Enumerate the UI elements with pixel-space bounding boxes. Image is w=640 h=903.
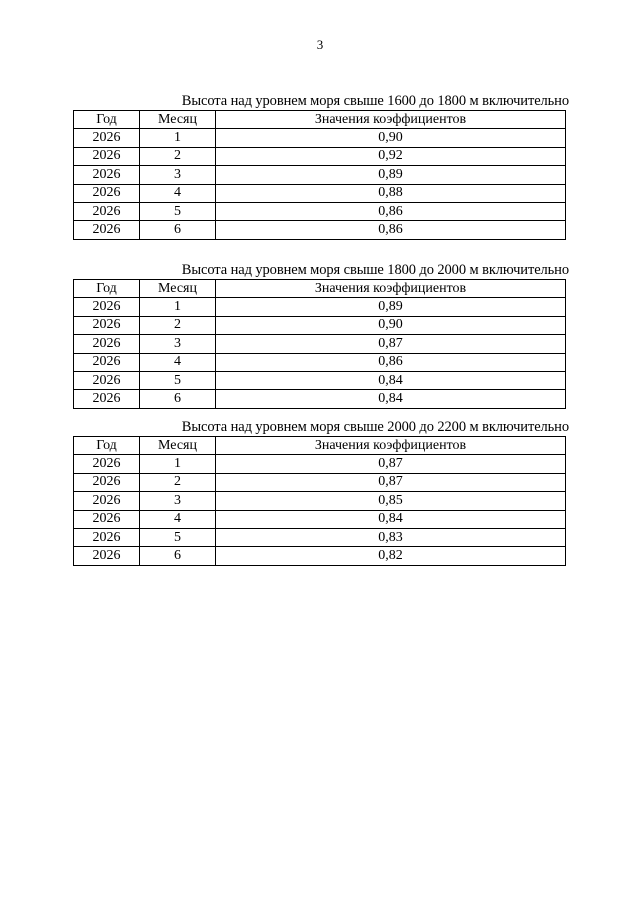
month-cell: 2 [140,316,216,334]
year-cell: 2026 [74,528,140,546]
table-row [74,147,566,165]
month-cell: 6 [140,547,216,565]
table-header-row [74,437,566,455]
value-cell: 0,89 [216,298,566,316]
value-cell: 0,90 [216,316,566,334]
month-cell: 4 [140,510,216,528]
column-header-month: Месяц [140,280,216,298]
coefficient-table [73,279,566,409]
value-cell: 0,82 [216,547,566,565]
year-cell: 2026 [74,547,140,565]
year-cell: 2026 [74,184,140,202]
table-row [74,129,566,147]
year-cell: 2026 [74,371,140,389]
value-cell: 0,87 [216,335,566,353]
coefficient-table [73,436,566,566]
year-cell: 2026 [74,455,140,473]
table-row [74,166,566,184]
value-cell: 0,90 [216,129,566,147]
month-cell: 1 [140,298,216,316]
table-row [74,353,566,371]
year-cell: 2026 [74,353,140,371]
year-cell: 2026 [74,221,140,239]
table-row [74,528,566,546]
value-cell: 0,89 [216,166,566,184]
table-row [74,316,566,334]
value-cell: 0,86 [216,221,566,239]
year-cell: 2026 [74,335,140,353]
value-cell: 0,84 [216,371,566,389]
month-cell: 6 [140,221,216,239]
value-cell: 0,87 [216,473,566,491]
value-cell: 0,88 [216,184,566,202]
column-header-month: Месяц [140,111,216,129]
page-number: 3 [316,37,324,52]
value-cell: 0,92 [216,147,566,165]
year-cell: 2026 [74,129,140,147]
year-cell: 2026 [74,390,140,408]
coefficient-section-1800-2000 [73,261,569,411]
table-row [74,390,566,408]
year-cell: 2026 [74,298,140,316]
column-header-year: Год [74,280,140,298]
month-cell: 3 [140,166,216,184]
month-cell: 5 [140,202,216,220]
month-cell: 3 [140,492,216,510]
month-cell: 2 [140,147,216,165]
year-cell: 2026 [74,316,140,334]
value-cell: 0,86 [216,202,566,220]
table-row [74,455,566,473]
table-header-row [74,280,566,298]
month-cell: 1 [140,129,216,147]
column-header-value: Значения коэффициентов [216,280,566,298]
year-cell: 2026 [74,492,140,510]
year-cell: 2026 [74,166,140,184]
month-cell: 4 [140,184,216,202]
table-row [74,510,566,528]
coefficient-table [73,110,566,240]
table-row [74,473,566,491]
column-header-month: Месяц [140,437,216,455]
table-row [74,202,566,220]
column-header-value: Значения коэффициентов [216,437,566,455]
month-cell: 1 [140,455,216,473]
value-cell: 0,85 [216,492,566,510]
value-cell: 0,87 [216,455,566,473]
value-cell: 0,84 [216,390,566,408]
table-row [74,184,566,202]
section-caption: Высота над уровнем моря свыше 1800 до 2000 м включительно [181,262,569,278]
month-cell: 3 [140,335,216,353]
year-cell: 2026 [74,147,140,165]
value-cell: 0,86 [216,353,566,371]
section-caption: Высота над уровнем моря свыше 2000 до 2200 м включительно [181,419,569,435]
table-row [74,298,566,316]
column-header-year: Год [74,437,140,455]
table-row [74,371,566,389]
section-caption: Высота над уровнем моря свыше 1600 до 1800 м включительно [181,93,569,109]
year-cell: 2026 [74,510,140,528]
table-row [74,221,566,239]
column-header-value: Значения коэффициентов [216,111,566,129]
month-cell: 5 [140,528,216,546]
month-cell: 6 [140,390,216,408]
column-header-year: Год [74,111,140,129]
value-cell: 0,84 [216,510,566,528]
month-cell: 4 [140,353,216,371]
month-cell: 5 [140,371,216,389]
month-cell: 2 [140,473,216,491]
year-cell: 2026 [74,473,140,491]
coefficient-section-1600-1800 [73,92,569,242]
value-cell: 0,83 [216,528,566,546]
table-row [74,492,566,510]
year-cell: 2026 [74,202,140,220]
table-row [74,547,566,565]
table-header-row [74,111,566,129]
table-row [74,335,566,353]
coefficient-section-2000-2200 [73,418,569,568]
